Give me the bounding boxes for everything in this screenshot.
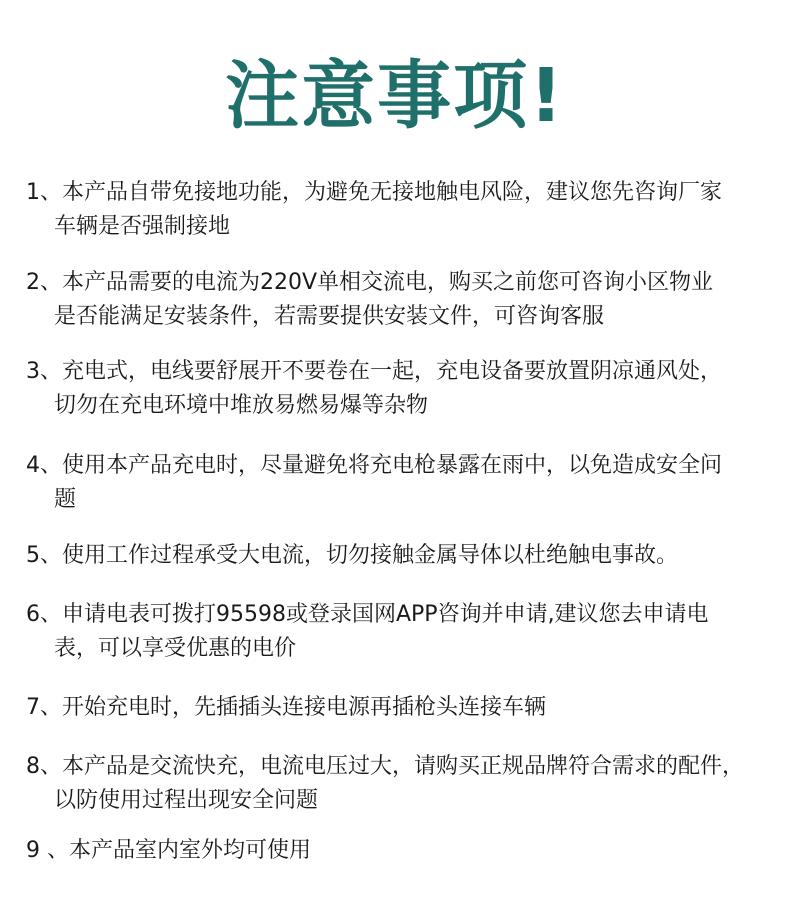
notice-item-7 xyxy=(26,691,774,725)
notice-item-8-line-2: 以防使用过程出现安全问题 xyxy=(54,788,319,813)
notice-item-7-line-1: 7、开始充电时，先插插头连接电源再插枪头连接车辆 xyxy=(26,695,546,720)
notice-item-4 xyxy=(26,449,774,517)
notice-item-9 xyxy=(26,834,774,868)
notice-item-2-line-1: 2、本产品需要的电流为220V单相交流电，购买之前您可咨询小区物业 xyxy=(26,270,714,295)
notice-item-1-line-2: 车辆是否强制接地 xyxy=(54,214,231,239)
notice-item-4-line-1: 4、使用本产品充电时，尽量避免将充电枪暴露在雨中，以免造成安全问 xyxy=(26,453,722,478)
notice-item-2-line-2: 是否能满足安装条件，若需要提供安装文件，可咨询客服 xyxy=(54,304,605,329)
page-title: 注意事项! xyxy=(225,53,565,139)
notice-item-6 xyxy=(26,598,774,666)
notice-item-2 xyxy=(26,266,774,334)
notice-item-3 xyxy=(26,355,774,423)
notice-item-9-line-1: 9 、本产品室内室外均可使用 xyxy=(26,838,311,863)
notice-item-5-line-1: 5、使用工作过程承受大电流，切勿接触金属导体以杜绝触电事故。 xyxy=(26,543,678,568)
notice-item-1-line-1: 1、本产品自带免接地功能，为避免无接地触电风险，建议您先咨询厂家 xyxy=(26,180,722,205)
notice-item-8 xyxy=(26,750,774,818)
notice-item-3-line-2: 切勿在充电环境中堆放易燃易爆等杂物 xyxy=(54,393,429,418)
notice-item-3-line-1: 3、充电式，电线要舒展开不要卷在一起，充电设备要放置阴凉通风处， xyxy=(26,359,722,384)
notice-item-5 xyxy=(26,539,774,573)
notice-item-1 xyxy=(26,176,774,244)
notice-item-6-line-2: 表，可以享受优惠的电价 xyxy=(54,636,297,661)
notice-item-4-line-2: 题 xyxy=(54,487,77,512)
notice-item-8-line-1: 8、本产品是交流快充，电流电压过大，请购买正规品牌符合需求的配件， xyxy=(26,754,744,779)
notice-item-6-line-1: 6、申请电表可拨打95598或登录国网APP咨询并申请,建议您去申请电 xyxy=(26,602,709,627)
